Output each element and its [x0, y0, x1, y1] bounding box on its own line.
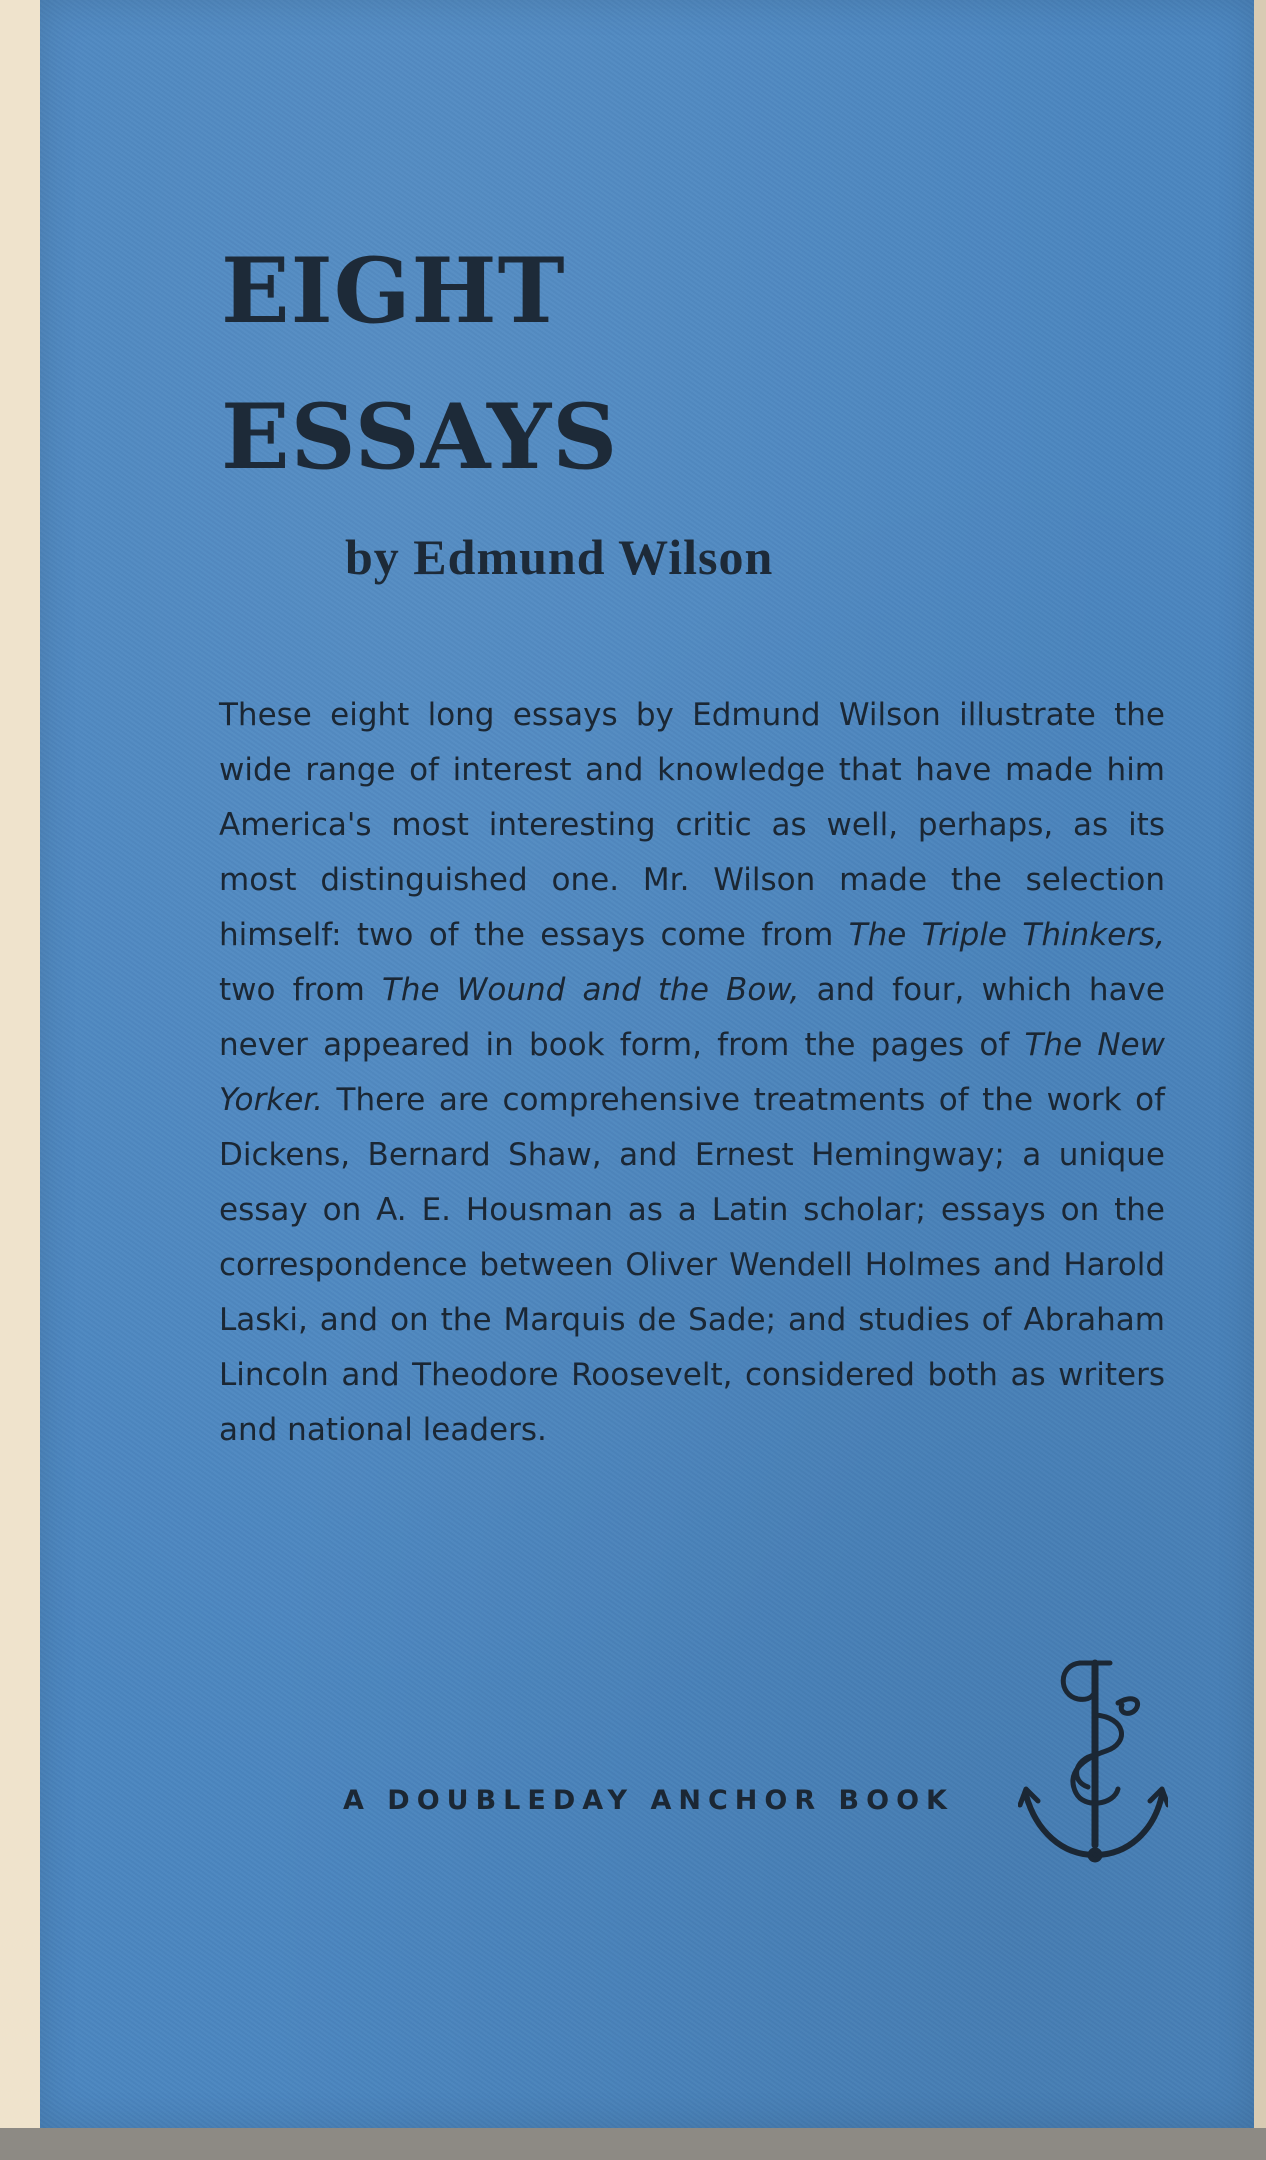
scan-background-strip: [0, 2128, 1266, 2160]
book-title: [221, 218, 618, 510]
cover-panel: [40, 0, 1254, 2128]
title-line-2: ESSAYS: [221, 384, 619, 490]
blurb-text-3: and four, which have never appeared in book form, from the pages of: [219, 972, 1165, 1063]
blurb-text-1: These eight long essays by Edmund Wilson illustrate the wide range of interest and knowledge that have made him America's most interesting critic as well, perhaps, as its most distinguished one. Mr. Wilson made the selection himself: two of the essays come from: [219, 697, 1165, 953]
anchor-icon: [1018, 1655, 1168, 1870]
blurb-text-4: There are comprehensive treatments of the work of Dickens, Bernard Shaw, and Ernest Hemingway; a unique essay on A. E. Housman as a Latin scholar; essays on the correspondence between Oliver Wendell Holmes and Harold Laski, and on the Marquis de Sade; and studies of Abraham Lincoln and Theodore Roosevelt, considered both as writers and national leaders.: [219, 1082, 1165, 1448]
publisher-imprint: A DOUBLEDAY ANCHOR BOOK: [343, 1785, 954, 1816]
blurb-text-2: two from: [219, 972, 382, 1008]
author-byline: by Edmund Wilson: [345, 529, 774, 585]
title-line-1: EIGHT: [221, 238, 566, 344]
blurb-title-triple-thinkers: The Triple Thinkers,: [848, 917, 1165, 953]
paper-edge: [1254, 0, 1266, 2128]
blurb-paragraph: [219, 688, 1165, 1458]
blurb-title-wound-and-bow: The Wound and the Bow,: [381, 972, 800, 1008]
blurb-title-new-yorker: The New Yorker.: [219, 1027, 1165, 1118]
